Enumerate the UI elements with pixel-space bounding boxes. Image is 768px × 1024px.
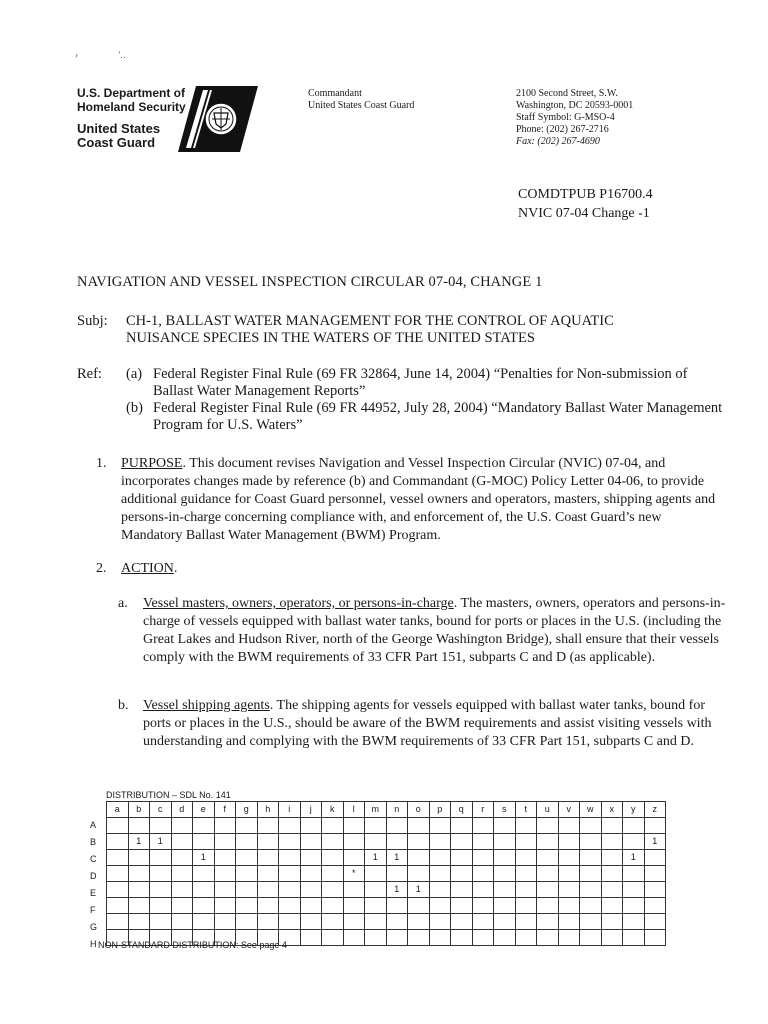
distribution-cell bbox=[472, 882, 494, 898]
distribution-cell bbox=[128, 818, 150, 834]
distribution-cell bbox=[214, 882, 236, 898]
distribution-cell bbox=[451, 898, 473, 914]
distribution-column-header: g bbox=[236, 802, 258, 818]
distribution-cell bbox=[257, 914, 279, 930]
address-city: Washington, DC 20593-0001 bbox=[516, 100, 634, 111]
distribution-cell bbox=[623, 834, 645, 850]
distribution-cell bbox=[107, 914, 129, 930]
section-number: 2. bbox=[96, 561, 107, 576]
distribution-cell bbox=[451, 818, 473, 834]
item-letter: a. bbox=[118, 596, 128, 611]
distribution-cell bbox=[537, 882, 559, 898]
distribution-cell bbox=[107, 866, 129, 882]
comdtpub-number: COMDTPUB P16700.4 bbox=[518, 187, 653, 202]
distribution-cell bbox=[408, 834, 430, 850]
distribution-cell bbox=[429, 818, 451, 834]
distribution-cell bbox=[300, 866, 322, 882]
distribution-row bbox=[107, 898, 666, 914]
distribution-cell bbox=[193, 914, 215, 930]
distribution-cell bbox=[408, 818, 430, 834]
distribution-cell bbox=[343, 850, 365, 866]
distribution-column-header: i bbox=[279, 802, 301, 818]
distribution-cell bbox=[150, 882, 172, 898]
section-number: 1. bbox=[96, 456, 107, 471]
department-line-2: Homeland Security bbox=[77, 100, 186, 114]
distribution-cell bbox=[580, 818, 602, 834]
distribution-row-label: F bbox=[90, 905, 96, 915]
section-action bbox=[96, 560, 177, 578]
distribution-cell bbox=[107, 850, 129, 866]
item-letter: b. bbox=[118, 698, 129, 713]
distribution-row bbox=[107, 850, 666, 866]
distribution-cell bbox=[214, 914, 236, 930]
subject-label: Subj: bbox=[77, 313, 108, 329]
distribution-cell bbox=[515, 914, 537, 930]
distribution-cell bbox=[128, 866, 150, 882]
distribution-cell bbox=[515, 834, 537, 850]
distribution-cell bbox=[408, 898, 430, 914]
distribution-column-header: l bbox=[343, 802, 365, 818]
distribution-cell bbox=[322, 882, 344, 898]
section-heading: ACTION bbox=[121, 561, 174, 576]
section-trail: . bbox=[173, 561, 178, 576]
distribution-cell bbox=[558, 914, 580, 930]
distribution-cell bbox=[601, 866, 623, 882]
reference-list bbox=[126, 366, 726, 434]
distribution-cell bbox=[451, 914, 473, 930]
distribution-cell bbox=[558, 850, 580, 866]
distribution-cell: 1 bbox=[644, 834, 666, 850]
distribution-cell bbox=[236, 850, 258, 866]
distribution-column-header: s bbox=[494, 802, 516, 818]
distribution-cell bbox=[472, 898, 494, 914]
section-body bbox=[121, 455, 726, 545]
distribution-cell bbox=[128, 882, 150, 898]
address-block bbox=[516, 88, 633, 148]
distribution-cell bbox=[494, 898, 516, 914]
distribution-cell bbox=[429, 850, 451, 866]
distribution-cell bbox=[365, 882, 387, 898]
distribution-cell bbox=[623, 930, 645, 946]
distribution-cell bbox=[429, 898, 451, 914]
distribution-cell bbox=[515, 898, 537, 914]
distribution-cell bbox=[644, 818, 666, 834]
distribution-row-label: A bbox=[90, 820, 97, 830]
distribution-cell bbox=[601, 850, 623, 866]
distribution-cell bbox=[644, 882, 666, 898]
distribution-cell bbox=[279, 818, 301, 834]
distribution-cell bbox=[150, 898, 172, 914]
distribution-row-label: C bbox=[90, 854, 97, 864]
commandant-block bbox=[308, 88, 414, 112]
distribution-cell bbox=[279, 914, 301, 930]
address-street: 2100 Second Street, S.W. bbox=[516, 88, 618, 99]
distribution-cell: 1 bbox=[128, 834, 150, 850]
staff-symbol: Staff Symbol: G-MSO-4 bbox=[516, 112, 615, 123]
distribution-cell bbox=[580, 898, 602, 914]
non-standard-distribution: NON-STANDARD DISTRIBUTION: See page 4 bbox=[98, 940, 287, 950]
distribution-cell bbox=[451, 866, 473, 882]
reference-letter: (a) bbox=[126, 366, 143, 382]
department-name bbox=[77, 86, 186, 114]
distribution-cell bbox=[494, 914, 516, 930]
distribution-cell bbox=[300, 898, 322, 914]
distribution-row bbox=[107, 818, 666, 834]
distribution-column-header: q bbox=[451, 802, 473, 818]
distribution-cell bbox=[408, 914, 430, 930]
distribution-cell bbox=[601, 818, 623, 834]
section-body bbox=[121, 560, 177, 578]
distribution-cell bbox=[257, 834, 279, 850]
distribution-cell bbox=[558, 818, 580, 834]
distribution-cell bbox=[494, 850, 516, 866]
distribution-cell bbox=[537, 866, 559, 882]
distribution-cell bbox=[171, 850, 193, 866]
distribution-cell bbox=[365, 930, 387, 946]
distribution-cell bbox=[429, 882, 451, 898]
distribution-cell bbox=[343, 818, 365, 834]
distribution-cell bbox=[193, 882, 215, 898]
distribution-cell bbox=[279, 882, 301, 898]
distribution-cell bbox=[214, 866, 236, 882]
distribution-column-header: a bbox=[107, 802, 129, 818]
distribution-column-header: c bbox=[150, 802, 172, 818]
distribution-cell: * bbox=[343, 866, 365, 882]
phone-number: Phone: (202) 267-2716 bbox=[516, 124, 609, 135]
distribution-cell bbox=[236, 834, 258, 850]
distribution-cell bbox=[236, 882, 258, 898]
distribution-row bbox=[107, 882, 666, 898]
distribution-cell bbox=[279, 850, 301, 866]
distribution-cell bbox=[236, 818, 258, 834]
reference-item bbox=[126, 366, 726, 400]
distribution-cell bbox=[279, 866, 301, 882]
distribution-cell bbox=[580, 882, 602, 898]
distribution-cell bbox=[322, 818, 344, 834]
section-heading: PURPOSE bbox=[121, 456, 183, 471]
reference-letter: (b) bbox=[126, 400, 143, 416]
distribution-column-header: p bbox=[429, 802, 451, 818]
distribution-cell bbox=[451, 882, 473, 898]
distribution-cell bbox=[644, 930, 666, 946]
distribution-cell bbox=[580, 866, 602, 882]
distribution-cell bbox=[257, 898, 279, 914]
distribution-row bbox=[107, 914, 666, 930]
fax-number: Fax: (202) 267-4690 bbox=[516, 136, 600, 147]
distribution-cell bbox=[623, 866, 645, 882]
item-body bbox=[143, 697, 728, 751]
department-line-1: U.S. Department of bbox=[77, 86, 186, 100]
distribution-cell bbox=[408, 850, 430, 866]
distribution-row-label: D bbox=[90, 871, 97, 881]
distribution-cell bbox=[386, 898, 408, 914]
item-body bbox=[143, 595, 728, 667]
distribution-cell bbox=[214, 818, 236, 834]
distribution-cell bbox=[558, 866, 580, 882]
distribution-cell bbox=[494, 930, 516, 946]
item-heading: Vessel masters, owners, operators, or persons-in-charge bbox=[143, 596, 454, 611]
distribution-cell bbox=[300, 930, 322, 946]
distribution-cell bbox=[472, 930, 494, 946]
distribution-cell: 1 bbox=[365, 850, 387, 866]
distribution-cell bbox=[214, 850, 236, 866]
coast-guard-emblem-icon bbox=[178, 86, 258, 152]
distribution-column-header: j bbox=[300, 802, 322, 818]
distribution-cell bbox=[343, 882, 365, 898]
distribution-cell: 1 bbox=[623, 850, 645, 866]
distribution-cell bbox=[150, 866, 172, 882]
distribution-cell bbox=[537, 898, 559, 914]
distribution-column-header: w bbox=[580, 802, 602, 818]
distribution-cell bbox=[322, 914, 344, 930]
distribution-cell bbox=[408, 866, 430, 882]
distribution-cell bbox=[365, 898, 387, 914]
reference-item bbox=[126, 400, 726, 434]
distribution-column-header: z bbox=[644, 802, 666, 818]
distribution-cell bbox=[644, 898, 666, 914]
distribution-cell bbox=[451, 834, 473, 850]
distribution-cell bbox=[494, 818, 516, 834]
distribution-cell bbox=[279, 898, 301, 914]
distribution-cell bbox=[171, 818, 193, 834]
distribution-cell bbox=[429, 866, 451, 882]
distribution-cell bbox=[150, 818, 172, 834]
subject-text: CH-1, BALLAST WATER MANAGEMENT FOR THE CONTROL OF AQUATIC NUISANCE SPECIES IN THE WATERS OF THE UNITED STATES bbox=[126, 313, 614, 346]
distribution-cell bbox=[494, 866, 516, 882]
distribution-cell bbox=[322, 850, 344, 866]
distribution-cell bbox=[150, 914, 172, 930]
distribution-cell bbox=[386, 818, 408, 834]
commandant-line-1: Commandant bbox=[308, 88, 362, 99]
distribution-column-header: o bbox=[408, 802, 430, 818]
distribution-cell: 1 bbox=[386, 882, 408, 898]
distribution-cell bbox=[193, 834, 215, 850]
agency-name bbox=[77, 122, 160, 150]
agency-line-2: Coast Guard bbox=[77, 135, 156, 150]
distribution-cell bbox=[472, 834, 494, 850]
reference-label: Ref: bbox=[77, 366, 102, 382]
distribution-cell bbox=[343, 898, 365, 914]
distribution-column-header: t bbox=[515, 802, 537, 818]
distribution-column-header: u bbox=[537, 802, 559, 818]
distribution-cell bbox=[386, 914, 408, 930]
distribution-cell bbox=[257, 882, 279, 898]
distribution-cell bbox=[408, 930, 430, 946]
reference-text: Federal Register Final Rule (69 FR 44952, July 28, 2004) “Mandatory Ballast Water Management Program for U.S. Waters” bbox=[153, 400, 723, 433]
distribution-cell bbox=[623, 898, 645, 914]
distribution-cell bbox=[257, 818, 279, 834]
distribution-cell bbox=[107, 882, 129, 898]
distribution-cell bbox=[537, 930, 559, 946]
distribution-cell bbox=[472, 850, 494, 866]
distribution-cell bbox=[558, 882, 580, 898]
distribution-cell bbox=[171, 866, 193, 882]
distribution-cell bbox=[107, 818, 129, 834]
distribution-cell bbox=[623, 882, 645, 898]
distribution-cell bbox=[322, 930, 344, 946]
distribution-cell bbox=[322, 866, 344, 882]
section-text: . This document revises Navigation and Vessel Inspection Circular (NVIC) 07-04, and incorporates changes made by reference (b) and Commandant (G-MOC) Policy Letter 04-06, to provide additional guidance for Coast Guard personnel, vessel owners and operators, masters, shipping agents and persons-in-charge concerning compliance with, and enforcement of, the U.S. Coast Guard’s new Mandatory Ballast Water Management (BWM) Program. bbox=[121, 456, 716, 543]
distribution-cell bbox=[515, 866, 537, 882]
distribution-cell bbox=[343, 930, 365, 946]
distribution-cell bbox=[171, 898, 193, 914]
commandant-line-2: United States Coast Guard bbox=[308, 100, 415, 111]
distribution-cell bbox=[322, 834, 344, 850]
distribution-cell bbox=[451, 930, 473, 946]
distribution-cell bbox=[322, 898, 344, 914]
distribution-cell bbox=[128, 850, 150, 866]
distribution-cell bbox=[558, 834, 580, 850]
distribution-cell bbox=[386, 930, 408, 946]
distribution-cell bbox=[472, 914, 494, 930]
distribution-cell bbox=[644, 914, 666, 930]
distribution-cell bbox=[300, 834, 322, 850]
distribution-row bbox=[107, 834, 666, 850]
nvic-number: NVIC 07-04 Change -1 bbox=[518, 206, 650, 221]
distribution-cell bbox=[472, 818, 494, 834]
circular-title: NAVIGATION AND VESSEL INSPECTION CIRCULAR 07-04, CHANGE 1 bbox=[77, 274, 543, 290]
distribution-cell bbox=[644, 866, 666, 882]
distribution-cell: 1 bbox=[150, 834, 172, 850]
distribution-cell bbox=[537, 834, 559, 850]
distribution-cell: 1 bbox=[193, 850, 215, 866]
distribution-cell bbox=[386, 834, 408, 850]
distribution-row-label: B bbox=[90, 837, 97, 847]
distribution-column-header: k bbox=[322, 802, 344, 818]
distribution-cell bbox=[472, 866, 494, 882]
distribution-row-labels bbox=[90, 818, 97, 954]
distribution-cell bbox=[623, 914, 645, 930]
distribution-row-label: E bbox=[90, 888, 97, 898]
action-item-b bbox=[118, 697, 728, 751]
distribution-cell bbox=[236, 866, 258, 882]
distribution-cell bbox=[257, 850, 279, 866]
distribution-column-header: x bbox=[601, 802, 623, 818]
distribution-cell bbox=[214, 898, 236, 914]
distribution-column-header: d bbox=[171, 802, 193, 818]
distribution-cell bbox=[365, 866, 387, 882]
distribution-cell bbox=[214, 834, 236, 850]
distribution-table bbox=[106, 801, 666, 946]
distribution-cell bbox=[515, 882, 537, 898]
distribution-cell bbox=[365, 818, 387, 834]
distribution-cell bbox=[107, 834, 129, 850]
distribution-cell bbox=[386, 866, 408, 882]
distribution-cell bbox=[601, 882, 623, 898]
distribution-label: DISTRIBUTION – SDL No. 141 bbox=[106, 790, 231, 800]
item-heading: Vessel shipping agents bbox=[143, 698, 270, 713]
distribution-column-header: h bbox=[257, 802, 279, 818]
distribution-column-header: e bbox=[193, 802, 215, 818]
distribution-column-header: v bbox=[558, 802, 580, 818]
distribution-column-header: n bbox=[386, 802, 408, 818]
distribution-cell bbox=[580, 834, 602, 850]
scan-speck: › '‥ bbox=[75, 50, 127, 60]
distribution-column-header: f bbox=[214, 802, 236, 818]
distribution-cell bbox=[580, 930, 602, 946]
distribution-cell bbox=[107, 898, 129, 914]
distribution-cell bbox=[193, 818, 215, 834]
distribution-cell bbox=[171, 914, 193, 930]
distribution-cell bbox=[365, 834, 387, 850]
distribution-row-label: H bbox=[90, 939, 97, 949]
distribution-cell bbox=[515, 818, 537, 834]
distribution-column-header: y bbox=[623, 802, 645, 818]
document-numbers bbox=[518, 185, 653, 223]
distribution-cell bbox=[300, 914, 322, 930]
distribution-cell bbox=[515, 930, 537, 946]
distribution-cell bbox=[257, 866, 279, 882]
distribution-cell bbox=[494, 834, 516, 850]
distribution-cell bbox=[623, 818, 645, 834]
distribution-cell bbox=[128, 914, 150, 930]
distribution-cell bbox=[300, 882, 322, 898]
distribution-cell bbox=[451, 850, 473, 866]
distribution-row-label: G bbox=[90, 922, 98, 932]
distribution-cell bbox=[429, 930, 451, 946]
distribution-cell bbox=[644, 850, 666, 866]
distribution-cell bbox=[515, 850, 537, 866]
distribution-cell: 1 bbox=[408, 882, 430, 898]
distribution-cell bbox=[429, 834, 451, 850]
distribution-cell bbox=[279, 834, 301, 850]
distribution-cell bbox=[494, 882, 516, 898]
distribution-cell bbox=[558, 898, 580, 914]
distribution-column-header: b bbox=[128, 802, 150, 818]
distribution-cell bbox=[537, 914, 559, 930]
distribution-cell bbox=[193, 898, 215, 914]
item-text: . The shipping agents for vessels equipped with ballast water tanks, bound for ports or places in the U.S., should be aware of the BWM requirements and assist visiting vessels with understanding and complying with the BWM requirements of 33 CFR Part 151, subparts C and D. bbox=[143, 698, 712, 749]
distribution-cell bbox=[236, 898, 258, 914]
distribution-row bbox=[107, 866, 666, 882]
distribution-cell bbox=[601, 914, 623, 930]
distribution-cell bbox=[601, 898, 623, 914]
distribution-cell bbox=[580, 914, 602, 930]
distribution-cell bbox=[601, 930, 623, 946]
distribution-cell bbox=[171, 882, 193, 898]
distribution-column-header: r bbox=[472, 802, 494, 818]
action-item-a bbox=[118, 595, 728, 667]
distribution-cell bbox=[193, 866, 215, 882]
distribution-column-header: m bbox=[365, 802, 387, 818]
section-purpose bbox=[96, 455, 726, 545]
distribution-cell bbox=[537, 850, 559, 866]
distribution-cell bbox=[150, 850, 172, 866]
distribution-cell bbox=[236, 914, 258, 930]
distribution-cell bbox=[171, 834, 193, 850]
distribution-cell: 1 bbox=[386, 850, 408, 866]
distribution-cell bbox=[365, 914, 387, 930]
distribution-cell bbox=[343, 914, 365, 930]
distribution-cell bbox=[601, 834, 623, 850]
agency-line-1: United States bbox=[77, 121, 161, 136]
distribution-cell bbox=[128, 898, 150, 914]
distribution-cell bbox=[558, 930, 580, 946]
distribution-header-row bbox=[107, 802, 666, 818]
reference-text: Federal Register Final Rule (69 FR 32864, June 14, 2004) “Penalties for Non-submission of Ballast Water Management Reports” bbox=[153, 366, 688, 399]
distribution-cell bbox=[580, 850, 602, 866]
distribution-cell bbox=[429, 914, 451, 930]
item-text: . The masters, owners, operators and persons-in-charge of vessels equipped with ballast water tanks, bound for ports or places in the U.S. (including the Great Lakes and Hudson River, north of the George Washington Bridge), shall ensure that their vessels comply with the BWM requirements of 33 CFR Part 151, subparts C and D (as applicable). bbox=[143, 596, 726, 665]
distribution-cell bbox=[343, 834, 365, 850]
distribution-cell bbox=[300, 850, 322, 866]
distribution-cell bbox=[537, 818, 559, 834]
distribution-cell bbox=[300, 818, 322, 834]
